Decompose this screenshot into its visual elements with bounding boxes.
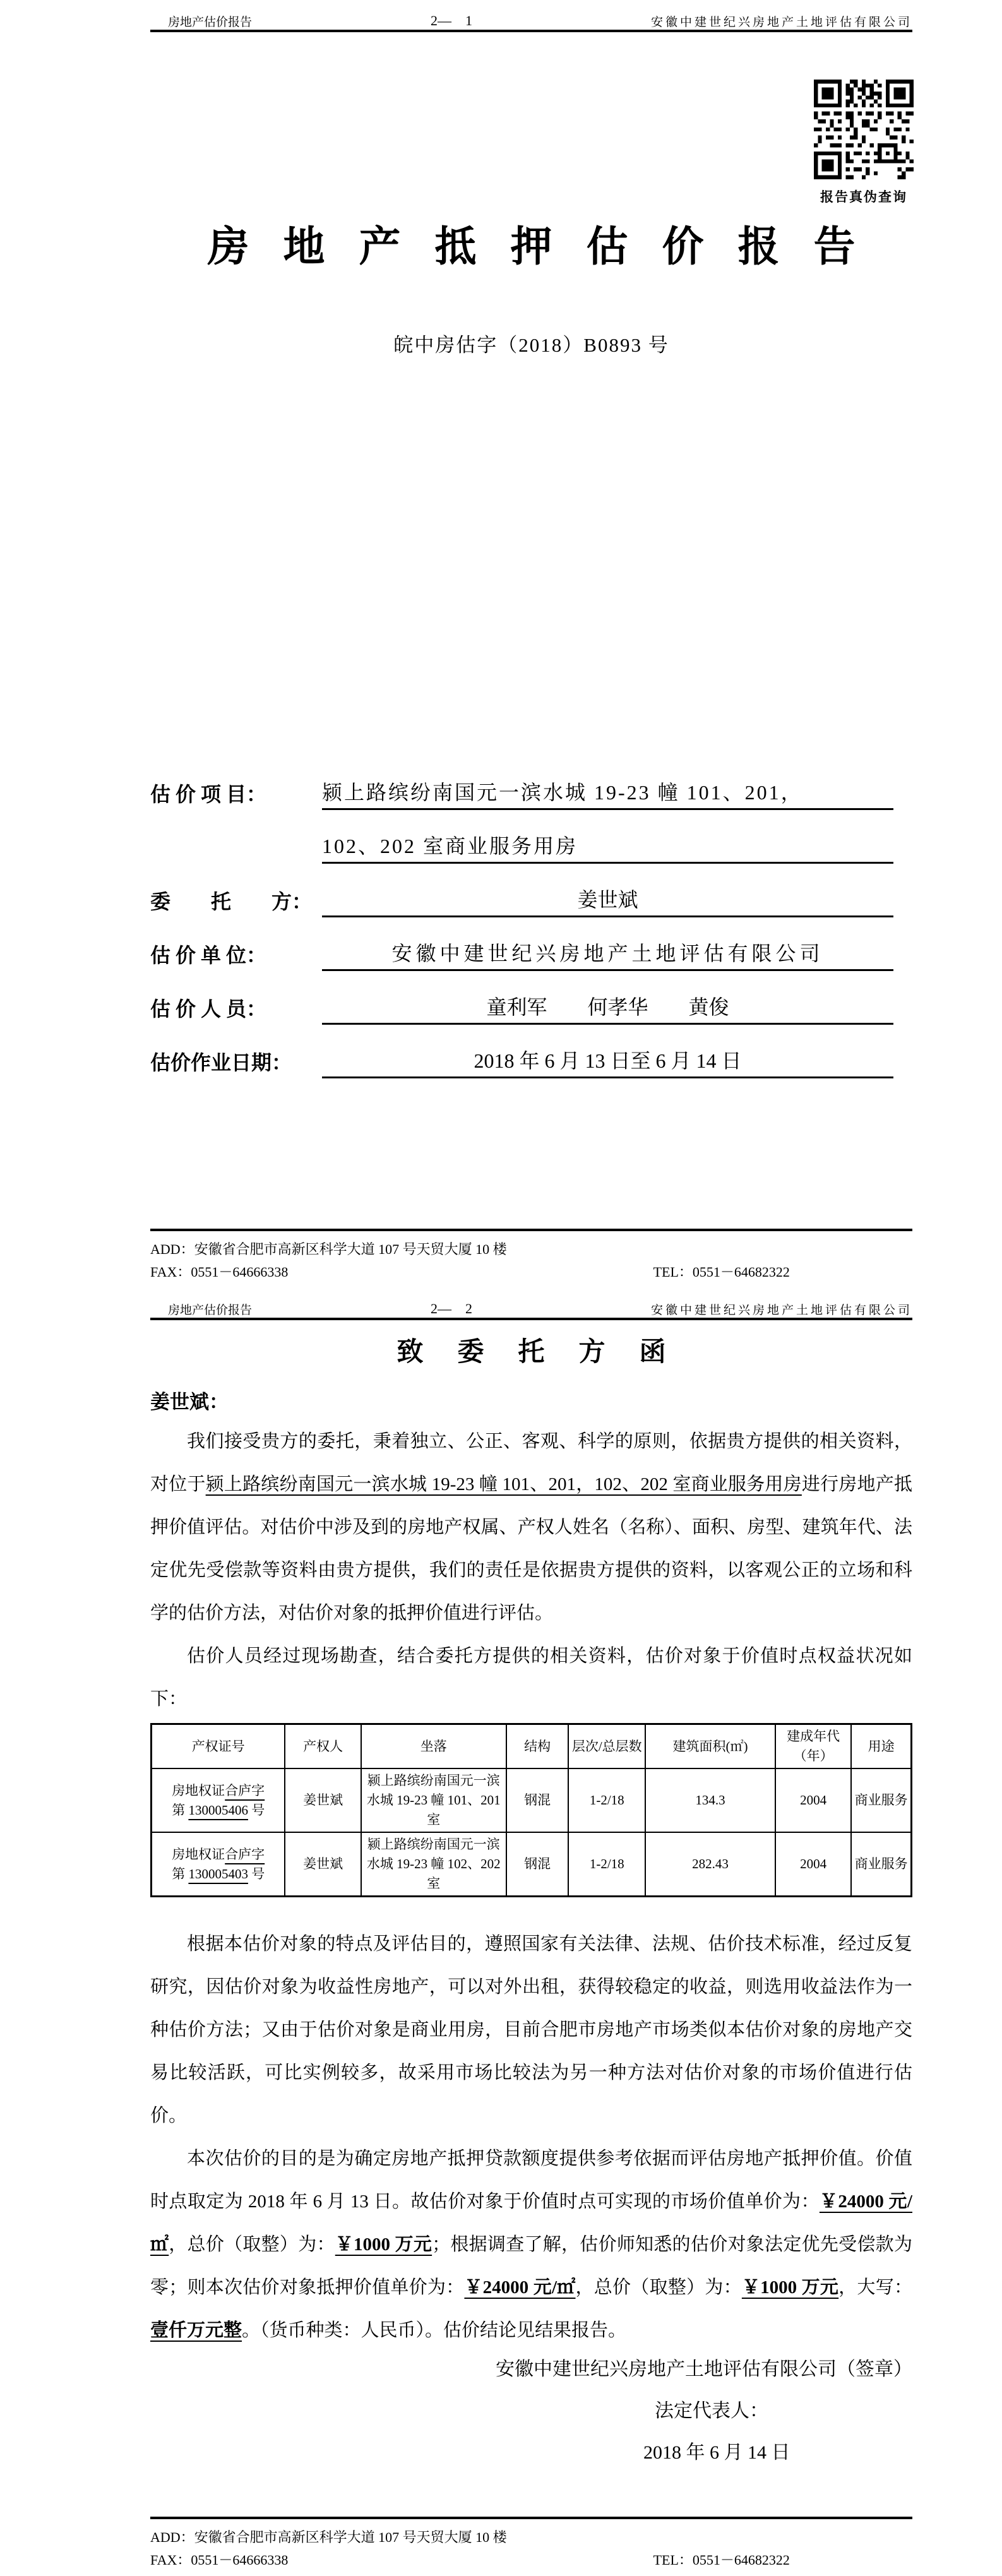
form-row-valuers (150, 971, 912, 1025)
valuers-label: 估 价 人 员： (150, 998, 267, 1020)
para4-text: 。（货币种类：人民币）。估价结论见结果报告。 (242, 2320, 627, 2340)
cell-year: 2004 (775, 1768, 851, 1832)
project-value-line2: 102、202 室商业服务用房 (322, 830, 893, 864)
footer-contact-row (150, 2551, 912, 2570)
valuers-value: 童利军 何孝华 黄俊 (322, 991, 893, 1025)
para4-text: ，总价（取整）为： (169, 2234, 335, 2255)
cert-prefix: 房地权证 (172, 1782, 225, 1798)
signature-legal-rep: 法定代表人： (655, 2400, 768, 2421)
cert-seal: 合庐字 (225, 1782, 265, 1798)
signature-date: 2018 年 6 月 14 日 (643, 2442, 790, 2463)
cell-floors: 1-2/18 (568, 1832, 645, 1897)
appraisal-form (150, 756, 912, 1078)
property-rights-table (150, 1723, 912, 1897)
form-row-project-cont (150, 810, 912, 864)
paragraph-1 (150, 1420, 912, 1635)
cert-suffix: 号 (248, 1866, 265, 1881)
page-number: 2— 1 (430, 13, 472, 28)
running-header-title: 房地产估价报告 (168, 1304, 253, 1317)
date-value: 2018 年 6 月 13 日至 6 月 14 日 (322, 1045, 893, 1078)
mortgage-total-price-value: ￥1000 万元 (741, 2277, 839, 2298)
para1-post: 进行房地产抵押价值评估。对估价中涉及到的房地产权属、产权人姓名（名称）、面积、房型、建筑年代、法定优先受偿款等资料由贵方提供，我们的责任是依据贵方提供的资料，以客观公正的立场和科学的估价方法，对估价对象的抵押价值进行评估。 (150, 1474, 912, 1623)
date-label: 估价作业日期： (150, 1051, 292, 1074)
cert-mid: 第 (172, 1866, 189, 1881)
cell-location: 颍上路缤纷南国元一滨水城 19-23 幢 102、202 室 (361, 1832, 506, 1897)
cell-use: 商业服务 (851, 1832, 911, 1897)
letter-title: 致委托方函 (397, 1338, 700, 1367)
cell-owner: 姜世斌 (285, 1768, 361, 1832)
cell-cert-no (152, 1768, 285, 1832)
col-structure: 结构 (506, 1724, 569, 1769)
project-label: 估 价 项 目： (150, 783, 267, 806)
cert-number: 130005406 (188, 1802, 248, 1818)
para4-text: ，总价（取整）为： (575, 2277, 742, 2298)
page-2 (0, 1288, 1002, 2576)
running-header (150, 1288, 912, 1320)
cell-use: 商业服务 (851, 1768, 911, 1832)
form-row-date (150, 1025, 912, 1078)
col-use: 用途 (851, 1724, 911, 1769)
footer-contact-row (150, 1263, 912, 1282)
para4-text: ，大写： (838, 2277, 912, 2298)
form-row-client (150, 864, 912, 917)
cell-owner: 姜世斌 (285, 1832, 361, 1897)
footer-address: ADD：安徽省合肥市高新区科学大道 107 号天贸大厦 10 楼 (150, 2529, 507, 2545)
running-header-company: 安徽中建世纪兴房地产土地评估有限公司 (650, 1304, 912, 1317)
footer-fax: FAX：0551－64666338 (150, 2552, 289, 2568)
footer-address: ADD：安徽省合肥市高新区科学大道 107 号天贸大厦 10 楼 (150, 1241, 507, 1257)
running-header-company: 安徽中建世纪兴房地产土地评估有限公司 (650, 16, 912, 29)
qr-code-icon (814, 80, 914, 179)
client-label: 委 托 方： (150, 890, 313, 913)
footer-fax: FAX：0551－64666338 (150, 1264, 289, 1280)
running-header (150, 0, 912, 32)
running-footer (150, 2517, 912, 2570)
col-location: 坐落 (361, 1724, 506, 1769)
unit-price-value: ￥24000 元/㎡ (150, 2191, 912, 2255)
para1-pre: 我们接受贵方的委托，秉着独立、公正、客观、科学的原则，依据贵方提供的相关资料，对位于 (150, 1431, 912, 1494)
mortgage-unit-price-value: ￥24000 元/㎡ (464, 2277, 576, 2298)
cert-suffix: 号 (248, 1802, 265, 1818)
cell-floors: 1-2/18 (568, 1768, 645, 1832)
agency-label: 估 价 单 位： (150, 944, 267, 967)
cert-mid: 第 (172, 1802, 189, 1818)
cert-seal: 合庐字 (225, 1846, 265, 1862)
page-number: 2— 2 (430, 1301, 472, 1316)
cell-structure: 钢混 (506, 1768, 569, 1832)
qr-caption: 报告真伪查询 (820, 189, 907, 205)
paragraph-2: 估价人员经过现场勘查，结合委托方提供的相关资料，估价对象于价值时点权益状况如下： (150, 1646, 912, 1709)
project-label-spacer (150, 861, 322, 864)
para4-text: ；根据调查了解，估价师知悉的估价对象法定优先受偿款为零；则本次估价对象抵押价值单价为： (150, 2234, 912, 2298)
table-row (152, 1832, 912, 1897)
col-year: 建成年代（年） (775, 1724, 851, 1769)
agency-value: 安徽中建世纪兴房地产土地评估有限公司 (322, 938, 893, 971)
cell-area: 282.43 (645, 1832, 775, 1897)
cell-year: 2004 (775, 1832, 851, 1897)
cert-number: 130005403 (188, 1866, 248, 1881)
col-cert-no: 产权证号 (152, 1724, 285, 1769)
signature-company: 安徽中建世纪兴房地产土地评估有限公司（签章） (496, 2359, 912, 2380)
paragraph-3: 根据本估价对象的特点及评估目的，遵照国家有关法律、法规、估价技术标准，经过反复研究，因估价对象为收益性房地产，可以对外出租，获得较稳定的收益，则选用收益法作为一种估价方法；又由于估价对象是商业用房，目前合肥市房地产市场类似本估价对象的房地产交易比较活跃，可比实例较多，故采用市场比较法为另一种方法对估价对象的市场价值进行估价。 (150, 1934, 912, 2126)
cell-location: 颍上路缤纷南国元一滨水城 19-23 幢 101、201 室 (361, 1768, 506, 1832)
project-value-line1: 颍上路缤纷南国元一滨水城 19-23 幢 101、201， (322, 777, 893, 810)
footer-tel: TEL：0551－64682322 (653, 2552, 790, 2568)
cell-area: 134.3 (645, 1768, 775, 1832)
client-value: 姜世斌 (322, 884, 893, 917)
salutation: 姜世斌： (150, 1391, 229, 1413)
qr-verification-block (813, 80, 915, 206)
form-row-project (150, 756, 912, 810)
total-price-value: ￥1000 万元 (335, 2234, 432, 2255)
report-title: 房地产抵押估价报告 (207, 224, 890, 270)
para4-text: 本次估价的目的是为确定房地产抵押贷款额度提供参考依据而评估房地产抵押价值。价值时点取定为 2018 年 6 月 13 日。故估价对象于价值时点可实现的市场价值单价为： (150, 2149, 912, 2212)
cell-structure: 钢混 (506, 1832, 569, 1897)
cert-prefix: 房地权证 (172, 1846, 225, 1862)
table-header-row (152, 1724, 912, 1769)
footer-tel: TEL：0551－64682322 (653, 1264, 790, 1280)
price-in-words: 壹仟万元整 (150, 2320, 242, 2340)
paragraph-4 (150, 2137, 912, 2352)
table-row (152, 1768, 912, 1832)
form-row-agency (150, 917, 912, 971)
col-owner: 产权人 (285, 1724, 361, 1769)
cell-cert-no (152, 1832, 285, 1897)
running-header-title: 房地产估价报告 (168, 16, 253, 29)
running-footer (150, 1229, 912, 1282)
col-area: 建筑面积(㎡) (645, 1724, 775, 1769)
col-floors: 层次/总层数 (568, 1724, 645, 1769)
para1-underlined-property: 颍上路缤纷南国元一滨水城 19-23 幢 101、201，102、202 室商业服务用房 (205, 1474, 802, 1494)
report-number: 皖中房估字（2018）B0893 号 (393, 334, 669, 356)
